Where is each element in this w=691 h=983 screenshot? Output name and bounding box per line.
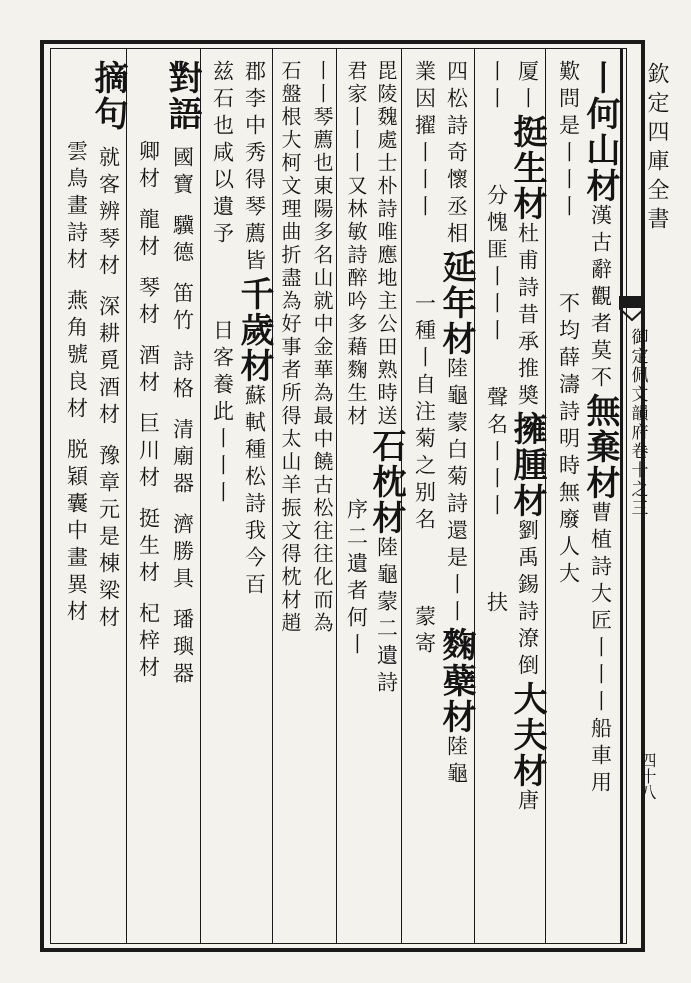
text-column-13	[162, 60, 202, 932]
entry-annotation: 扶	[484, 591, 509, 618]
entry-annotation: 清廟器	[170, 418, 195, 499]
entry-annotation: 濟勝具	[170, 513, 195, 594]
entry-annotation: 丨丨琴薦也東陽多名山就中金華為最中饒古松往往化而為	[310, 60, 334, 635]
entry-annotation: 君家丨丨丨又林敏詩醉吟多藉麴生材	[344, 60, 368, 428]
entry-annotation: 分愧匪丨丨丨	[484, 184, 509, 346]
entry-annotation: 郡李中秀得琴薦皆	[242, 60, 267, 276]
page-number-text: 四十八	[638, 752, 657, 800]
entry-annotation: 豫章元是棟梁材	[96, 444, 121, 633]
entry-annotation: 龍材	[136, 208, 161, 262]
entry-annotation: 酒材	[136, 344, 161, 398]
text-column-8	[336, 60, 376, 932]
entry-annotation: 就客辨琴材	[96, 146, 121, 281]
entry-annotation: 序二遺者何丨	[344, 498, 369, 660]
entry-annotation: 杜甫詩昔承推奬	[515, 222, 540, 411]
text-column-6	[404, 60, 444, 932]
entry-annotation: 笛竹	[170, 282, 195, 336]
entry-headword: 大夫材	[507, 681, 547, 789]
entry-annotation: 驥德	[170, 214, 195, 268]
entry-annotation: 陸龜蒙二遺詩	[374, 536, 399, 698]
entry-headword: 延年材	[436, 249, 476, 357]
book-title	[636, 62, 676, 236]
entry-annotation: 漢古辭觀者莫不	[588, 204, 613, 393]
entry-annotation: 歎問是丨丨丨	[556, 60, 581, 222]
text-column-14	[128, 60, 168, 932]
text-column-2	[548, 60, 588, 932]
page-number	[636, 752, 658, 800]
entry-annotation: 蘇軾種松詩我今百	[242, 384, 267, 600]
entry-annotation: 日客養此丨丨丨	[210, 319, 235, 508]
entry-annotation: 琴材	[136, 276, 161, 330]
entry-annotation: 業因擢丨丨丨	[412, 60, 437, 222]
entry-headword: 摘句	[88, 60, 128, 132]
entry-headword: 擁腫材	[507, 411, 547, 519]
entry-annotation: 挺生材	[136, 507, 161, 588]
entry-annotation: 卿材	[136, 140, 161, 194]
entry-headword: 麴蘗材	[436, 627, 476, 735]
header-divider-line	[620, 48, 623, 944]
entry-annotation: 毘陵魏處士朴詩唯應地主公田熟時送	[374, 60, 398, 428]
book-title-text: 欽定四庫全書	[644, 62, 669, 236]
text-column-16	[56, 60, 96, 932]
entry-annotation: 聲名丨丨丨	[484, 386, 509, 521]
entry-headword: 石枕材	[366, 428, 406, 536]
entry-annotation: 丨丨	[484, 60, 509, 114]
text-column-12	[202, 60, 242, 932]
entry-annotation: 一種丨自注菊之别名	[412, 292, 437, 535]
entry-annotation: 兹石也咸以遺予	[210, 60, 235, 249]
text-column-4	[476, 60, 516, 932]
entry-annotation: 劉禹錫詩潦倒	[515, 519, 540, 681]
entry-headword: 挺生材	[507, 114, 547, 222]
entry-headword: 對語	[162, 60, 202, 132]
entry-annotation: 不均薛濤詩明時無廢人大	[556, 292, 581, 589]
entry-annotation: 燕角號良材	[64, 289, 89, 424]
text-column-10	[270, 60, 310, 932]
entry-annotation: 巨川材	[136, 412, 161, 493]
entry-annotation: 詩格	[170, 350, 195, 404]
entry-annotation: 四松詩奇懷丞相	[444, 60, 469, 249]
entry-annotation: 深耕覓酒材	[96, 295, 121, 430]
fish-tail-mark-icon	[619, 296, 645, 322]
entry-annotation: 陸龜蒙白菊詩還是丨丨	[444, 357, 469, 627]
entry-headword: 丨	[580, 60, 620, 96]
entry-annotation: 陸龜	[444, 735, 469, 789]
entry-headword: 無棄材	[580, 393, 620, 501]
entry-annotation: 脱穎囊中畫異材	[64, 438, 89, 627]
entry-annotation: 蒙寄	[412, 605, 437, 659]
entry-headword: 何山材	[580, 96, 620, 204]
entry-annotation: 曹植詩大匠丨丨丨船車用	[588, 501, 613, 798]
entry-annotation: 國寶	[170, 146, 195, 200]
volume-info-text: 御定佩文韻府卷十之三	[627, 328, 648, 518]
entry-annotation: 璠璵器	[170, 608, 195, 689]
entry-annotation: 雲鳥畫詩材	[64, 140, 89, 275]
entry-annotation: 杞梓材	[136, 602, 161, 683]
entry-headword: 千歲材	[234, 276, 274, 384]
volume-info	[626, 328, 648, 518]
entry-annotation: 石盤根大柯文理曲折盡為好事者所得太山羊振文得枕材趙	[278, 60, 302, 635]
entry-annotation: 厦丨	[515, 60, 540, 114]
entry-annotation: 唐	[515, 789, 540, 816]
